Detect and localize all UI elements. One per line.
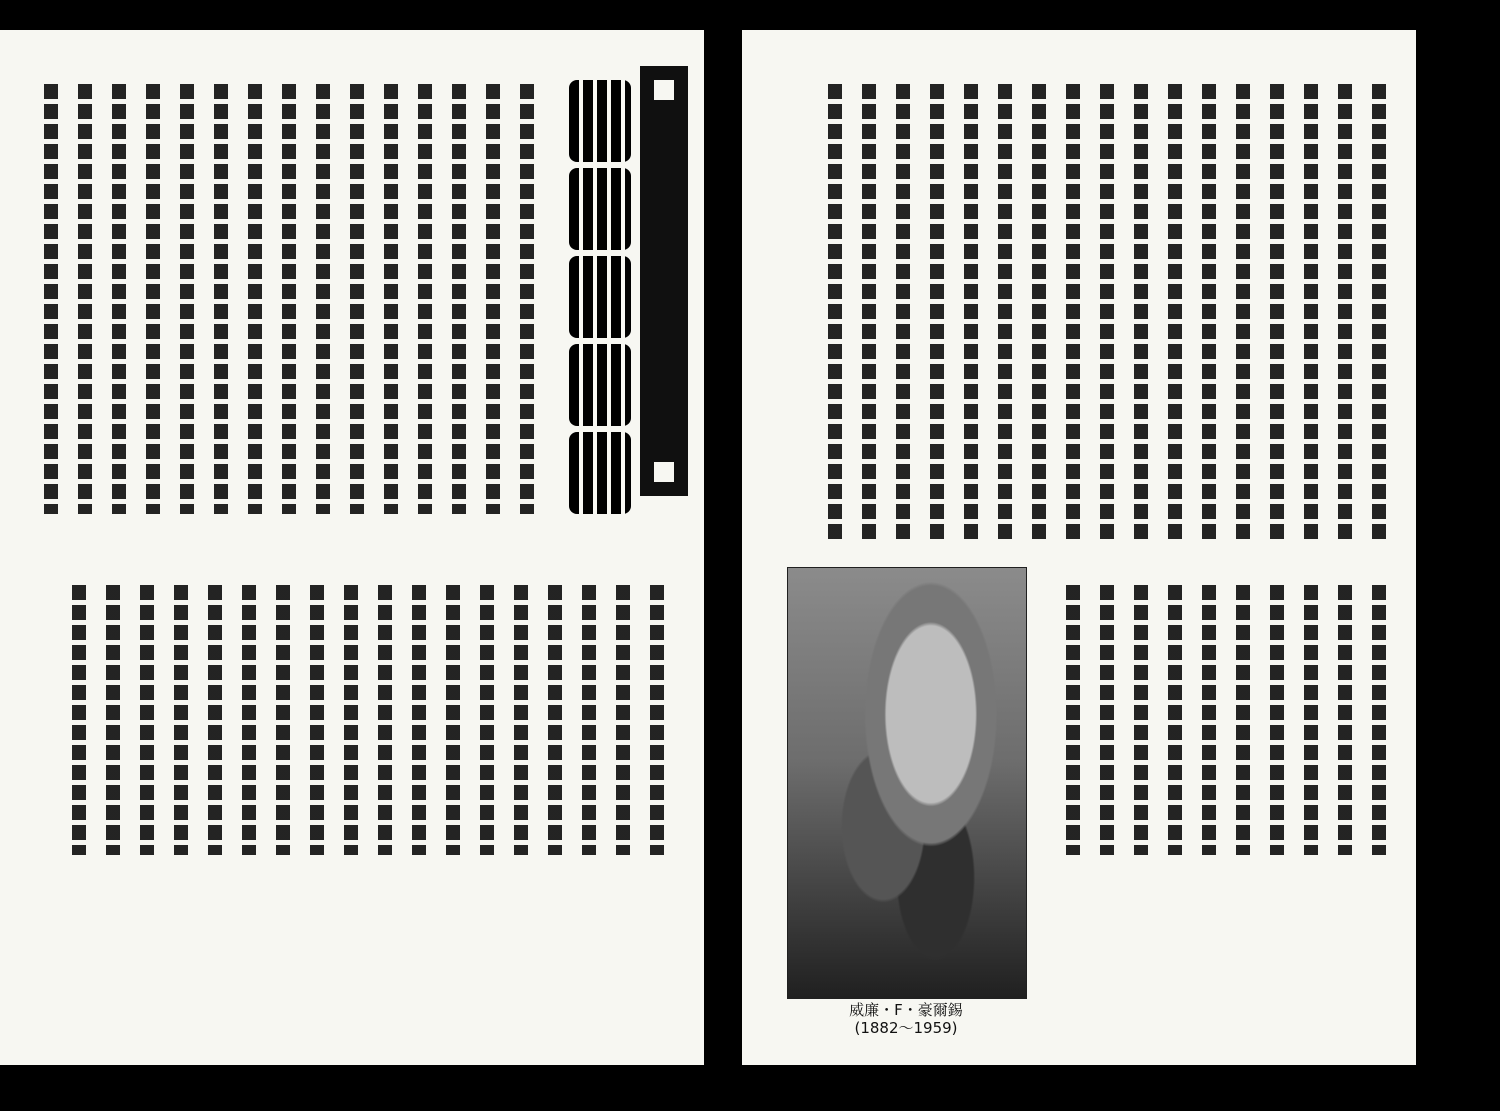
article-column	[316, 84, 330, 514]
article-column	[276, 585, 290, 855]
headline-glyph	[569, 432, 631, 514]
article-column	[1236, 84, 1250, 544]
article-column	[1168, 585, 1182, 855]
article-column	[514, 585, 528, 855]
article-column	[208, 585, 222, 855]
bottom-black-band	[0, 1065, 1500, 1111]
headline-glyph	[569, 80, 631, 162]
article-column	[140, 585, 154, 855]
article-column	[1134, 84, 1148, 544]
article-column	[650, 585, 664, 855]
article-column	[146, 84, 160, 514]
article-column	[1372, 84, 1386, 544]
photo-caption	[787, 1001, 1025, 1037]
article-column	[418, 84, 432, 514]
article-column	[998, 84, 1012, 544]
article-column	[964, 84, 978, 544]
article-column	[282, 84, 296, 514]
article-column	[350, 84, 364, 514]
article-column	[1100, 585, 1114, 855]
article-column	[616, 585, 630, 855]
headline-glyph	[569, 168, 631, 250]
article-column	[174, 585, 188, 855]
article-column	[828, 84, 842, 544]
headline	[566, 80, 634, 520]
article-column	[452, 84, 466, 514]
book-spine	[704, 48, 742, 1048]
article-column	[248, 84, 262, 514]
article-column	[1338, 84, 1352, 544]
article-column	[520, 84, 534, 514]
article-column	[72, 585, 86, 855]
article-column	[180, 84, 194, 514]
article-column	[214, 84, 228, 514]
article-column	[1100, 84, 1114, 544]
article-column	[1338, 585, 1352, 855]
caption-years: (1882〜1959)	[854, 1019, 958, 1037]
article-column	[446, 585, 460, 855]
article-column	[384, 84, 398, 514]
caption-name: 威廉・F・豪爾錫	[849, 1001, 963, 1019]
article-column	[1236, 585, 1250, 855]
headline-glyph	[569, 256, 631, 338]
article-column	[1304, 84, 1318, 544]
article-column	[1134, 585, 1148, 855]
article-column	[1032, 84, 1046, 544]
article-column	[1270, 585, 1284, 855]
article-column	[412, 585, 426, 855]
article-column	[310, 585, 324, 855]
article-column	[1304, 585, 1318, 855]
article-column	[486, 84, 500, 514]
article-column	[44, 84, 58, 514]
article-column	[1270, 84, 1284, 544]
article-column	[78, 84, 92, 514]
portrait-photo	[787, 567, 1027, 999]
article-column	[1372, 585, 1386, 855]
article-column	[378, 585, 392, 855]
section-header-bar	[640, 66, 688, 496]
article-column	[480, 585, 494, 855]
article-column	[344, 585, 358, 855]
article-column	[582, 585, 596, 855]
article-column	[930, 84, 944, 544]
article-column	[862, 84, 876, 544]
headline-glyph	[569, 344, 631, 426]
article-column	[548, 585, 562, 855]
article-column	[112, 84, 126, 514]
article-column	[106, 585, 120, 855]
article-column	[1202, 585, 1216, 855]
left-page	[0, 30, 704, 1065]
article-column	[1202, 84, 1216, 544]
article-column	[242, 585, 256, 855]
article-column	[896, 84, 910, 544]
article-column	[1168, 84, 1182, 544]
article-column	[1066, 585, 1080, 855]
article-column	[1066, 84, 1080, 544]
